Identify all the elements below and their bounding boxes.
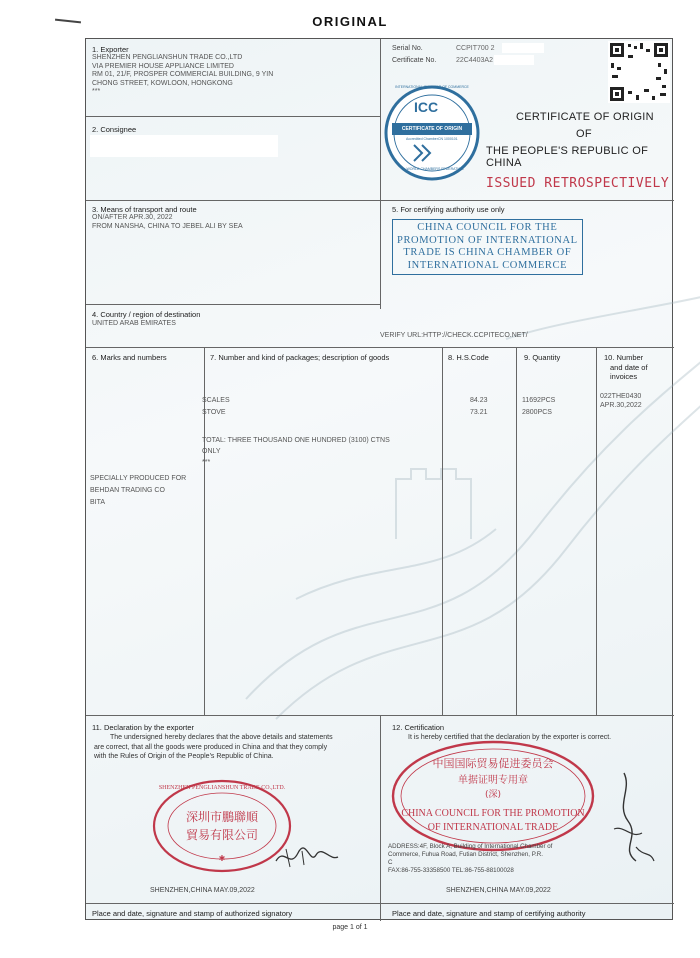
- page-number: page 1 of 1: [332, 924, 368, 931]
- certificate-no-value: 22C4403A2: [456, 57, 493, 64]
- consignee-label: 2. Consignee: [92, 125, 137, 134]
- icc-sub2: CN 1000101: [438, 137, 458, 141]
- col-hscode-header: 8. H.S.Code: [448, 353, 489, 362]
- divider: [86, 200, 674, 201]
- serial-label: Serial No.: [392, 45, 423, 52]
- issued-retrospectively-stamp: ISSUED RETROSPECTIVELY: [486, 176, 670, 191]
- exporter-declaration-label: 11. Declaration by the exporter: [92, 723, 195, 732]
- svg-text:OF INTERNATIONAL TRADE: OF INTERNATIONAL TRADE: [427, 822, 559, 833]
- transport-value: ON/AFTER APR.30, 2022 FROM NANSHA, CHINA TO JEBEL ALI BY SEA: [92, 214, 243, 230]
- cert-heading-line2: OF: [576, 128, 592, 140]
- svg-text:✱: ✱: [218, 854, 226, 863]
- exporter-footer-label: Place and date, signature and stamp of authorized signatory: [92, 909, 293, 918]
- certifying-authority-label: 5. For certifying authority use only: [392, 205, 505, 214]
- serial-value: CCPIT700 2: [456, 45, 495, 52]
- exporter-label: 1. Exporter: [92, 45, 129, 54]
- goods-qty-2: 2800PCS: [522, 409, 552, 416]
- icc-brand: ICC: [414, 99, 439, 115]
- exporter-value: SHENZHEN PENGLIANSHUN TRADE CO.,LTD VIA PREMIER HOUSE APPLIANCE LIMITED RM 01, 21/F, PROSPER COMMERCIAL BUILDING, 9 YIN CHONG STREET, KOWLOON, HONGKONG ***: [92, 54, 274, 95]
- exporter-place-date: SHENZHEN,CHINA MAY.09,2022: [150, 887, 255, 894]
- divider: [380, 39, 381, 309]
- col-description-header: 7. Number and kind of packages; description of goods: [210, 353, 390, 362]
- divider: [86, 304, 380, 305]
- invoice-date: APR.30,2022: [600, 402, 642, 409]
- divider: [380, 715, 381, 921]
- shipping-marks: SPECIALLY PRODUCED FOR BEHDAN TRADING CO BITA: [90, 475, 187, 506]
- svg-text:(深): (深): [484, 790, 502, 800]
- icc-bottom-arc: WORLD CHAMBERS FEDERATION: [406, 167, 464, 171]
- certification-label: 12. Certification: [392, 723, 445, 732]
- divider: [442, 347, 443, 715]
- divider: [516, 347, 517, 715]
- cert-heading-line3: THE PEOPLE'S REPUBLIC OF CHINA: [486, 145, 649, 169]
- great-wall-watermark: [236, 279, 700, 739]
- icc-sub1: Accredited Chamber: [406, 137, 438, 141]
- goods-total: TOTAL: THREE THOUSAND ONE HUNDRED (3100) CTNS ONLY ***: [202, 437, 390, 466]
- certificate-frame: [85, 38, 673, 920]
- svg-text:CHINA COUNCIL FOR THE PROMOTIO: CHINA COUNCIL FOR THE PROMOTION: [401, 808, 585, 819]
- divider: [86, 116, 380, 117]
- icc-top-arc: INTERNATIONAL CHAMBER OF COMMERCE: [395, 85, 469, 89]
- certificate-redaction: [494, 55, 534, 65]
- cert-heading-line1: CERTIFICATE OF ORIGIN: [516, 111, 654, 123]
- goods-hs-2: 73.21: [470, 409, 488, 416]
- svg-text:深圳市鵬聯順: 深圳市鵬聯順: [185, 810, 259, 824]
- certifier-signature-icon: [606, 769, 656, 869]
- goods-hs-1: 84.23: [470, 397, 488, 404]
- certifier-place-date: SHENZHEN,CHINA MAY.09,2022: [446, 887, 551, 894]
- exporter-signature-icon: [272, 841, 342, 871]
- destination-value: UNITED ARAB EMIRATES: [92, 320, 176, 327]
- icc-band: CERTIFICATE OF ORIGIN: [401, 126, 463, 132]
- svg-text:貿易有限公司: 貿易有限公司: [185, 828, 259, 842]
- qr-code-icon: [608, 41, 670, 103]
- goods-desc-2: STOVE: [202, 409, 226, 416]
- serial-redaction: [502, 43, 544, 53]
- col-quantity-header: 9. Quantity: [524, 353, 561, 362]
- transport-label: 3. Means of transport and route: [92, 205, 197, 214]
- certifier-footer-label: Place and date, signature and stamp of certifying authority: [392, 909, 586, 918]
- verify-url: VERIFY URL:HTTP://CHECK.CCPITECO.NET/: [380, 332, 528, 339]
- ccpit-address: ADDRESS:4F, Block A, Building of International Chamber of Commerce, Fuhua Road, Futian District, Shenzhen, P.R. C FAX:86-755-33358500 TEL:86-755-88100028: [388, 843, 553, 874]
- certificate-no-label: Certificate No.: [392, 57, 437, 64]
- goods-qty-1: 11692PCS: [522, 397, 556, 404]
- ccpit-certification-seal-icon: [390, 739, 596, 853]
- exporter-company-seal-icon: [152, 779, 292, 873]
- divider: [596, 347, 597, 715]
- ccpit-stamp: CHINA COUNCIL FOR THE PROMOTION OF INTERNATIONAL TRADE IS CHINA CHAMBER OF INTERNATIONAL COMMERCE: [392, 219, 583, 275]
- destination-label: 4. Country / region of destination: [92, 310, 201, 319]
- consignee-redaction: [90, 135, 278, 157]
- invoice-number: 022THE0430: [600, 393, 642, 400]
- svg-text:单据证明专用章: 单据证明专用章: [458, 775, 528, 786]
- exporter-declaration-text: The undersigned hereby declares that the above details and statements are correct, that all the goods were produced in China and that they comply with the Rules of Origin of the People's Republic of China.: [94, 734, 333, 760]
- svg-text:SHENZHEN PENGLIANSHUN TRADE CO: SHENZHEN PENGLIANSHUN TRADE CO.,LTD.: [158, 785, 286, 791]
- divider: [86, 903, 674, 904]
- svg-text:中国国际贸易促进委员会: 中国国际贸易促进委员会: [432, 757, 554, 770]
- divider: [86, 347, 674, 348]
- document-title: ORIGINAL: [312, 14, 388, 29]
- certification-text: It is hereby certified that the declaration by the exporter is correct.: [408, 734, 612, 741]
- col-invoice-header: 10. Number and date of invoices: [604, 353, 648, 381]
- col-marks-header: 6. Marks and numbers: [92, 353, 167, 362]
- goods-desc-1: SCALES: [202, 397, 230, 404]
